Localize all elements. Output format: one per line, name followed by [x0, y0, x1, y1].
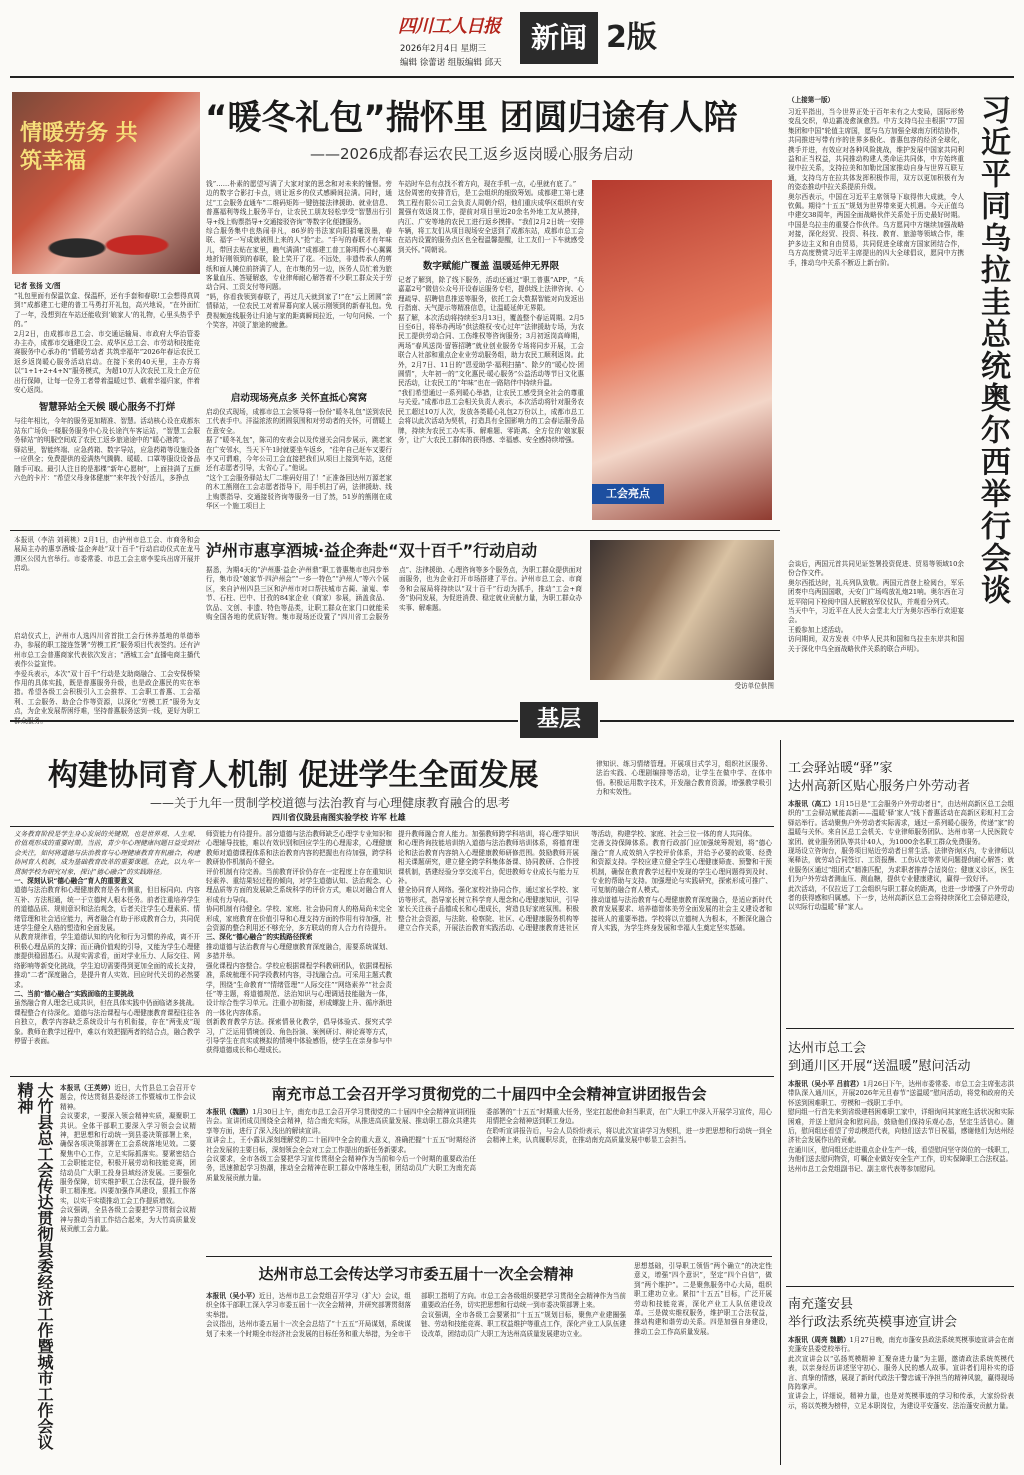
lead-title: “暖冬礼包”揣怀里 团圆归途有人陪 — [205, 98, 738, 138]
tongchuan-text: 1月26日下午，达州市委常委、市总工会主席张志洪带队深入通川区，开展2026年元旦春节“送温暖”慰问活动，将党和政府的关怀送到困难职工、劳模和一线职工手中。 慰问组一行首先来到省级建档困难职工家中，详细询问其家庭生活状况和实际困难，并送上慰问金和慰问品，鼓励他们保持乐观心态，坚定生活信心。随后，慰问组还看望了劳动模范代表，向他们送去节日祝福，感谢他们为达州经济社会发展作出的贡献。 在通川区，慰问组还走进重点企业生产一线，看望慰问坚守岗位的一线职工，为他们送去慰问物资，叮嘱企业做好安全生产工作，切实保障职工合法权益。 达州市总工会党组副书记、副主席代表等参加慰问。 — [788, 1080, 1014, 1173]
dazhu-text: 近日，大竹县总工会召开专题会，传达贯彻县委经济工作暨城市工作会议精神。 会议要求，一要深入领会精神实质，凝聚职工共识。全体干部职工要深入学习领会会议精神，把思想和行动统一到县委决策部署上来，确保各项决策部署在工会系统落地见效。二要聚焦中心工作，立足实际抓落实。要紧密结合工会职能定位，积极开展劳动和技能竞赛，团结动员广大职工投身县域经济发展。三要强化服务保障，切实维护职工合法权益，提升服务职工精准度。四要加强作风建设，狠抓工作落实，以实干实绩推动工会工作提质增效。 会议强调，全县各级工会要把学习贯彻会议精神与推动当前工作结合起来，为大竹高质量发展贡献工会力量。 — [60, 1084, 197, 1234]
yizhan-text: 1月15日是“工会服务户外劳动者日”，由达州高新区总工会组织的“工会驿站赋能高新——温暖‘驿’家人”线下普惠活动在高新区彩虹村工会驿站举行。活动聚焦户外劳动者实际需求，通过一系列暖心服务，传递“家”的温暖与关怀。来自区总工会机关、专业律师服务团队、达州市第一人民医院专家团、就业服务团队等共计40人，为1000余名职工群众免费服务。 现场设立咨询台，服务项目贴近劳动者日常生活。法律咨询区内，专业律师以案释法，就劳动合同签订、工资报酬、工伤认定等常见问题提供耐心解答；就业服务区通过“组团式”精准匹配，为求职者推荐合适岗位；健康义诊区，医生们为户外劳动者测血压、测血糖，提供专业健康建议，赢得一致好评。 此次活动，不仅拉近了工会组织与职工群众的距离，也进一步增强了户外劳动者的获得感和归属感。下一步，达州高新区总工会将持续深化工会驿站建设，以实际行动温暖“驿”家人。 — [788, 800, 1015, 912]
jiceng-c1: 道德与法治教育和心理健康教育是各有侧重，但目标同向、内容互补、方法相通，统一于立德树人根本任务。前者注重培养学生的道德品质、规则意识和法治观念，后者关注学生心理素质、情绪管理和社会适应能力，两者融合有助于形成教育合力，共同促进学生健全人格的塑造和全面发展。 从教育规律看，学生道德认知的内化和行为习惯的养成，离不开积极心理品质的支撑；而正确价值观的引导，又能为学生心理健康提供稳固基石。从现实需求看，面对学业压力、人际交往、网络影响等新变化挑战，学生迫切需要得到更加全面的成长支持，推动“二者”深度融合，是提升育人实效、回应时代关切的必然要求。 — [14, 886, 200, 989]
lead-col3 — [398, 180, 584, 524]
lead-col1-subhead: 智慧驿站全天候 暖心服务不打烊 — [38, 402, 176, 414]
luzhou-body-a: 启动仪式上，泸州市人选四川省首批工会行休养基地的单德举办，参展的职工接连签署“劳模工匠”服务项目代表签约。还有泸州市总工会普惠商家代表依次发言；“酒城工会”直播电商主播代表作公益宣传。 李爱兵表示，本次“双十百千”行动是支助商融合、工会安保桥梁作用的具体实践，既是普惠服务升级，也是政企惠民的实在举措。希望各级工会积极引入工会推荐、工会职工普惠、工会福利、工会服务、助企合作等资源，以深化“劳模工匠”服务为支点，为企业发展帮困纾难，坚持普惠服务送到一线，更好为职工 — [14, 632, 200, 716]
peng-text: 1月27日晚，南充市蓬安县政法系统英模事迹宣讲会在南充蓬安县委党校举行。 此次宣讲会以“弘扬英模精神 汇聚奋进力量”为主题，邀请政法系统英模代表，以亲身经历讲述坚守初心、服务人民的感人故事。宣讲者们用朴实的语言、真挚的情感，展现了新时代政法干警忠诚干净担当的精神风貌，赢得现场阵阵掌声。 宣讲会上，详细说，精神力量，也是对英模事迹的学习和传承，大家纷纷表示，将以英模为榜样，立足本职岗位，为建设平安蓬安、法治蓬安贡献力量。 — [788, 1336, 1014, 1410]
sidebar-rule-2 — [786, 1286, 1014, 1287]
lead-col2 — [206, 180, 392, 524]
dachuan-byline: 本报讯（吴小平） — [206, 1292, 259, 1300]
sidebar-rule-1 — [786, 1028, 1014, 1029]
jiceng-rule-2 — [10, 826, 774, 827]
nanchong-body-b: 委部署的“十五五”时期重大任务，坚定扛起使命担当职责，在广大职工中深入开展学习宣传，用心用情把全会精神送到职工身边。 在聆听宣讲报告后，与会人员纷纷表示，将以此次宣讲学习为契机，进一步把思想和行动统一到全会精神上来，认真履职尽责，在推动南充高质量发展中彰显工会担当。 — [486, 1108, 772, 1145]
lead-photo-2 — [592, 180, 772, 520]
jiceng-title: 构建协同育人机制 促进学生全面发展 — [48, 758, 539, 793]
jiceng-col2 — [206, 830, 392, 1070]
dazhu-title: 大竹县总工会传达贯彻县委经济工作暨城市工作会议精神 — [15, 1082, 54, 1450]
lead-col2-subhead: 启动现场亮点多 关怀直抵心窝窝 — [230, 393, 368, 404]
jiceng-sec1: 一、深刻认识“德心融合”育人的重要意义 — [14, 877, 134, 886]
yizhan-title: 工会驿站暖“驿”家 达州高新区贴心服务户外劳动者 — [788, 761, 971, 794]
luzhou-body-b: 据悉，为期4天的“泸州惠·益企·泸州鼎”职工普惠集市也同步举行，集市设“娘家节·四泸州会”“一乡一特色”“泸州人”等六个展区，来自泸州四县三区和泸州市对口帮扶城市古蔺、渝嵬、奉节、石柱、巴中、甘孜的84家企业（商家）参展，涵盖食品、饮品、文创、非遗、特色等品类，让职工群众在家门口就能采购全国各地的优质好物。集市现场还设置了“四川省工会服务点”、法律援助、心理咨询等多个服务点，为职工群众提供面对面服务，也为企业打开市场搭建了平台。泸州市总工会、市商务和会展局将持续以“双十百千”行动为抓手，推动“工会+商务”协同发展，为促进消费、稳定就业贡献力量，为职工群众办实事、解难题。 — [206, 566, 582, 622]
nanchong-byline: 本报讯（魏鹏） — [206, 1108, 253, 1116]
xinhua-title: 习近平同乌拉圭总统奥尔西举行会谈 — [975, 94, 1010, 606]
lead-col1 — [14, 292, 200, 524]
section-badge: 新闻 — [520, 12, 598, 64]
peng-body — [788, 1336, 1014, 1466]
luzhou-byline: 本报讯（李洁 刘莉桃）2月1日，由泸州市总工会、市商务和会展局主办的惠享酒城·益企奔赴“双十百千”行动启动仪式在龙马潭区公园九官举行。市委常委、市总工会主席李雯兵出席开展并启动。 — [14, 536, 200, 573]
lead-byline: 记者 张扬 文/图 — [14, 282, 61, 290]
yizhan-body — [788, 800, 1014, 1040]
xinhua-story — [786, 92, 1016, 692]
issue-date: 2026年2月4日 星期三 — [400, 44, 487, 54]
jiceng-rule-left — [10, 720, 518, 722]
jiceng-rule-right — [600, 720, 1014, 722]
jiceng-col3: 提升教师融合育人能力。加强教师跨学科培训，将心理学知识和心理咨询技能培训纳入道德与法治教师培训体系，将德育理论和法治教育内容纳入心理健康教师研修范围。鼓励教师开展相关课题研究，建立健全跨学科集体备课、协同教研、合作授课机制，搭建经验分享交流平台，促进教师专业成长与能力互补。 健全协同育人网络。强化家校社协同合作，通过家长学校、家访等形式，指导家长树立科学育人理念和心理健康知识，引导家长关注孩子品德成长和心理成长，营造良好家庭氛围。积极整合社会资源，与法院、检察院、社区、心理健康服务机构等建立合作关系，开展法治教育实践活动、心理健康教育进社区等活动，构建学校、家庭、社会三位一体的育人共同体。 完善支持保障体系。教育行政部门应加强统筹规划，将“德心融合”育人成效纳入学校评价体系，并给予必要的政策、经费和资源支持。学校应建立健全学生心理健康筛查、预警和干预机制，确保在教育教学过程中发现的学生心理问题得到及时、专业的帮助与支持。加强理论与实践研究，探索形成可推广、可复制的融合育人模式。 推动道德与法治教育与心理健康教育深度融合，是适应新时代教育发展要求、培养德智体美劳全面发展的社会主义建设者和接班人的重要举措。学校将以立德树人为根本，不断深化融合育人实践，为学生终身发展和幸福人生奠定坚实基础。 — [398, 830, 772, 933]
lead-col2-text-b: 启动仪式现场，成都市总工会领导将一份份“暖冬礼包”送到农民工代表手中。洋溢浓浓的团圆氛围和对劳动者的关怀，可谓暖上在意安全。 据了“暖冬礼包”，陈司的安表会以及传递关会同步展示，跳老家在广安邻水，当天下午1时就要坐车返乡，“往年自己赶车又要行李又可谓难，今年公司工会直接把我们从项目上接到车站，这便还有志愿者引导，太省心了。”他说。 “这个工会服务驿站太厂二维码好用了！”正准备回达州万源老家的木工熊刚在工会志愿者指导下，用手机扫了码，法律援助、线上购票指导、交通接驳咨询等服务一目了然，51岁的熊刚在成华区一个施工项目上 — [206, 408, 392, 511]
luzhou-top-rule — [10, 530, 780, 531]
luzhou-photo-caption: 受访单位供图 — [734, 682, 774, 690]
masthead — [0, 0, 1024, 88]
lead-photo — [12, 92, 200, 274]
peng-title: 南充蓬安县 举行政法系统英模事迹宣讲会 — [788, 1297, 958, 1330]
lead-subtitle: ——2026成都春运农民工返乡返岗暖心服务启动 — [310, 145, 634, 163]
lead-stamp: 工会亮点 — [592, 484, 664, 504]
jiceng-badge: 基层 — [520, 702, 598, 738]
nanchong-title: 南充市总工会召开学习贯彻党的二十届四中全会精神宣讲团报告会 — [271, 1085, 707, 1103]
xinhua-body: 习近平指出，当今世界正处于百年未有之大变局，国际形势变乱交织，单边霸凌愈演愈烈。中方支持乌拉圭根据“77国集团和中国”轮值主席国，愿与乌方加强全球南方团结协作，共同推进写带有序的世界多极化、普惠包容的经济全球化，携手并进，有效应对各种风险挑战，维护发展中国家共同利益和正当权益，共同推动构建人类命运共同体，中方始终重视中拉关系，支持拉美和加勒比国家推动自身与世界互联互通，支持乌方在拉共体发挥积极作用，双方以更加积极有为的姿态推动中拉关系提质升级。 奥尔西表示，中国在习近平主席领导下取得伟大成就，令人钦佩。期待“十五五”规划为世界带来更大机遇。今天正值乌中建交38周年，两国全面战略伙伴关系处于历史最好时期。中国是乌拉圭的重要合作伙伴。乌方愿同中方继续加强战略对接，深化经贸、投资、科技、教育、旅游等领域合作，维护多边主义和自由贸易，共同促进全球南方国家团结合作，乌方高度赞赏习近平主席提出的四大全球倡议，愿同中方携手，推动乌中关系不断迈上新台阶。 — [788, 108, 964, 267]
jiceng-col1 — [14, 830, 200, 1070]
page-number: 2版 — [606, 20, 657, 55]
dachuan-rule — [206, 1256, 772, 1257]
dachuan-body — [206, 1292, 626, 1464]
peng-byline: 本报讯（周亮 魏鹏） — [788, 1336, 850, 1344]
yizhan-byline: 本报讯（高工） — [788, 800, 835, 808]
tongchuan-title: 达州市总工会 到通川区开展“送温暖”慰问活动 — [788, 1041, 971, 1074]
xinhua-body-2: 会谈后，两国元首共同见证签署投资促进、贸易等领域10余份合作文件。 奥尔西抵达时，礼兵列队致敬。两国元首登上检阅台，军乐团奏中乌两国国歌，天安门广场鸣放礼炮21响。奥尔西在习近平陪同下检阅中国人民解放军仪仗队，并观看分列式。 当天中午，习近平在人民大会堂北大厅为奥尔西举行欢迎宴会。 王毅参加上述活动。 访问期间，双方发表《中华人民共和国和乌拉圭东岸共和国关于深化中乌全面战略伙伴关系的联合声明》。 — [788, 560, 964, 653]
lead-photo-people — [32, 212, 182, 272]
jiceng-c2b: 推动道德与法治教育与心理健康教育深度融合，需要系统谋划、多措并举。 强化课程内容整合。学校应根据课程学科教研团队，依据课程标准，系统梳理不同学段教材内容，寻找融合点。可采用主题式教学，围绕“生命教育”“情绪管理”“人际交往”“网络素养”“社会责任”等主题，将道德规范、法治知识与心理调适技能融为一体，设计综合性学习单元。注重小初衔接，形成螺旋上升、循序渐进的一体化内容体系。 创新教育教学方法。探索情景化教学，倡导体验式、探究式学习，广泛运用情境创设、角色扮演、案例研讨、辩论赛等方式，引导学生在真实或模拟的情境中体验感悟，使学生在亲身参与中获得道德成长和心理成长。 — [206, 942, 392, 1055]
nanchong-body — [206, 1108, 476, 1258]
luzhou-title: 泸州市惠享酒城·益企奔赴“双十百千”行动启动 — [206, 541, 538, 560]
masthead-rule — [10, 76, 1014, 78]
nanchong-text: 1月30日上午，南充市总工会召开学习贯彻党的二十届四中全会精神宣讲团报告会。宣讲团成员围绕全会精神，结合南充实际，从推进高质量发展、推动职工群众共建共享等方面，进行了深入浅出的解读宣讲。 宣讲会上，王小露认深刻理解党的二十届四中全会的重大意义，准确把握“十五五”时期经济社会发展的主要目标，深刻领会全会对工会工作提出的新任务新要求。 会议要求，全市各级工会要把学习宣传贯彻全会精神作为当前和今后一个时期的重要政治任务，迅速掀起学习热潮，推动全会精神在职工群众中落地生根，团结动员广大职工为南充高质量发展贡献力量。 — [206, 1108, 476, 1182]
jiceng-c2: 师资能力有待提升。部分道德与法治教师缺乏心理学专业知识和心理辅导技能，难以有效识别和回应学生的心理需求，心理健康教师对道德课程体系和法治教育内容的把握也有待加强，跨学科教研协作机制尚不健全。 评价机制有待完善。当前教育评价仍存在一定程度上存在重知识轻素养、重结果轻过程的倾向，对学生道德认知、法治观念、心理品质等方面的发展缺乏系统科学的评价方式，难以对融合育人形成有力导向。 协同机制有待健全。学校、家庭、社会协同育人的格局尚未完全形成，家庭教育在价值引导和心理支持方面的作用有待加强，社会资源的整合利用还不够充分，多方联动的育人合力有待提升。 — [206, 830, 392, 933]
jiceng-sec2: 二、当前“德心融合”实践面临的主要挑战 — [14, 989, 134, 998]
jiceng-author: 四川省仪陇县南图实验学校 许军 杜雄 — [272, 813, 406, 822]
dazhu-body — [60, 1084, 196, 1464]
lead-col3-text-a: 车站时车总有点找不着方向，现在手机一点，心里就有底了。” 这份周密的安排背后，是工会组织的细致筹划。成都建工第七建筑工程有限公司工会负责人周朝介绍，他们重庆成华区组织有安置强有效返岗工作，提前对项目里近20余名外地工友从摸排，内江、广安等地的农民工进行返乡摸排。“我们2月2日统一安排车辆，将工友们从项目现场安全送到了成都东站，成都市总工会在站内设置的服务点区也全程温馨提醒，让工友们一下车就感受到关怀。”周朝说。 — [398, 180, 584, 254]
jiceng-sec3: 三、深化“德心融合”的实践路径探索 — [206, 933, 313, 942]
tongchuan-body — [788, 1080, 1014, 1280]
dachuan-body-b: 思想基础，引导职工领悟“两个确立”的决定性意义，增强“四个意识”，坚定“四个自信”，做到“两个维护”。二是聚焦服务中心大局，组织职工建功立业。紧扣“十五五”目标，广泛开展劳动和技能竞赛，深化产业工人队伍建设改革。三是做实维权服务，维护职工合法权益，推动构建和谐劳动关系。四是加强自身建设，推动工会工作高质量发展。 — [634, 1262, 772, 1336]
luzhou-photo — [590, 540, 774, 680]
sidebar-divider — [780, 740, 781, 1465]
page-editors: 编辑 徐蕾诺 组版编辑 邱天 — [400, 58, 502, 68]
dazhu-byline: 本报讯（王英婷） — [60, 1084, 115, 1092]
lead-col2-text-a: 钱”……朴素的愿望写满了大家对家的思念和对未来的憧憬。旁边的数字合影打卡点，则让返乡的仪式感瞬间拉满。同时，通过“工会服务直通车”二维码矩阵一键链接法律援助、就业信息、普惠福利等线上服务平台，让农民工朋友轻松享受“智慧出行引导+线上购票指导+交通接驳咨询”等数字化便捷服务。 综合服务集中也热闹非凡，86岁的书法家向阳捐毫泼墨，春联、福字一写成就被围上来的人“抢”走。“手写的春联才有年味儿，带回去贴在家里，瞧气满满!”成都建工普工陈明辉小心翼翼地折好刚领到的春联，脸上笑开了花。不远处，非遗传承人的剪纸和面人摊位前挤满了人，在市集的另一边，医务人员忙着为旅客量血压、答疑解惑，专业律师耐心解答着不少职工群众关于劳动合同、工资支付等问题。 “妈，你看我领到春联了，再过几天就到家了!”在“云上团圆”亲情驿站，一位农民工对着屏幕向家人展示刚领到的新春礼包。免费视频连线服务让归途与家的距离瞬间拉近，一句句问候、一个个笑容，冲淡了旅途的疲惫。 — [206, 180, 392, 330]
dachuan-title: 达州市总工会传达学习市委五届十一次全会精神 — [258, 1265, 574, 1283]
jiceng-subtitle: ——关于九年一贯制学校道德与法治教育与心理健康教育融合的思考 — [150, 796, 511, 810]
jiceng-c1b: 虽然融合育人理念已成共识，但在具体实践中仍面临诸多挑战。 课程整合有待深化。道德与法治课程与心理健康教育课程往往各自独立，教学内容缺乏系统设计与有机衔接，存在“两张皮”现象。教师在教学过程中，难以有效把握两者的结合点，融合教学停留于表面。 — [14, 999, 200, 1045]
lead-col3-subhead: 数字赋能广覆盖 温暖延伸无界限 — [422, 261, 560, 272]
lead-photo-banner: 情暖劳务 共筑幸福 — [20, 121, 138, 174]
jiceng-intro: 义务教育阶段是学生身心发展的关键期，也是世界观、人生观、价值观形成的重要时期。当前，青少年心理健康问题日益受到社会关注，如何将道德与法治教育与心理健康教育有机融合，构建协同育人机制，成为基础教育改革的重要课题。在此，以九年一贯制学校为研究对象，探讨“德心融合”的实践路径。 — [14, 830, 200, 876]
lead-col3-text-b: 记者了解到，除了线下服务，活动还通过“职工普惠”APP，“兵嘉嘉2号”微信公众号开设春运服务专栏，提供线上法律咨询、心理疏导、招聘信息推送等服务，依托工会大数据智能对向发返出行指南、天气提示等精准信息，让温暖延伸无界限。 据了解，本次活动将持续至3月13日，覆盖整个春运周期。2月5日至6日，将举办两场“供法维权·安心过年”法律援助专场，为农民工提供劳动合同、工伤维权等咨询服务；3月初返岗高峰期，两场“春风送岗·留蓉招聘”就业创业服务专场将同步开展，工会联合人社部和重点企业业劳动服务组，助力农民工顺利返岗。此外，2月7日、11日的“恩爱助学·福利扫描”、除夕的“暖心饺·团圆情”，大年初一的“文化惠民·暖心服务”公益活动等节日文化惠民活动，让农民工的“年味”也在一路陪伴中持续升温。 “我们希望通过一系列暖心举措，让农民工感受到全社会的尊重与关爱。”成都市总工会相关负责人表示，本次活动将针对服务农民工超过10万人次，发放各类暖心礼包2万份以上，成都市总工会将以此次活动为契机，打造具有全国影响力的工会春运服务品牌，持续为农民工办实事、解难题、零距离、全方位的‘娘家服务’，让广大农民工群体的获得感、幸福感、安全感持续增强。 — [398, 276, 584, 444]
dachuan-text: 近日，达州市总工会党组召开学习（扩大）会议，组织全体干部职工深入学习市委五届十一次全会精神，并研究部署贯彻落实举措。 会议指出，达州市委五届十一次全会总结了“十五五”开局谋划，系统谋划了未来一个时期全市经济社会发展的目标任务和重大举措，为全市干部职工指明了方向。市总工会各级组织要把学习贯彻全会精神作为当前重要政治任务，切实把思想和行动统一到市委决策部署上来。 会议强调，全市各级工会要紧扣“十五五”规划目标，聚焦产业建圈强链、劳动和技能竞赛、职工权益维护等重点工作，深化产业工人队伍建设改革，团结动员广大职工为达州高质量发展建功立业。 — [206, 1292, 626, 1338]
jiceng-col4-top: 律知识、练习情绪管理。开展项目式学习，组织社区服务、法治实践、心理剧编排等活动，让学生在做中学、在体中悟。积极运用数字技术，开发融合教育资源，增强教学吸引力和实效性。 — [596, 760, 772, 797]
lead-col1-text-b: 与往年相比，今年的服务更加精准、智慧。活动核心设在成都东站东广场负一楼服务服务中心及长途汽车客运站，“智慧工会服务驿站”的明服空间成了农民工返乡旅途途中的“暖心港湾”。 驿站里，智能终端、应急药箱、数字导站，应急药箱等设施设备一应俱全；免费提供的爱满热气腾腾、暖暖、口罩等服设设备品随手可取。最引人注目的是那棵“新年心愿树”，上面挂满了五颜六色的卡片：“希望父母身体健康”“来年找个好活儿，多挣点 — [14, 417, 200, 482]
newspaper-logo: 四川工人日报 — [398, 16, 500, 37]
bottom-rule — [10, 1076, 774, 1077]
xinhua-kicker: （上接第一版） — [788, 96, 835, 104]
tongchuan-byline: 本报讯（吴小平 吕前君） — [788, 1080, 863, 1088]
lead-col1-text-a: “礼包里面有保温饮盒、保温杯，还有手套和春联!工会想得真周到!”成都建工七建的普工马勇打开礼包，高兴地说，“在外面忙了一年，没想到在车站还能收到‘娘家人’的礼物，心里头热乎乎的。” 2月2日，由成都市总工会、市交通运输局、市政府大华治管委办主办，成都市交通建设工会、成华区总工会、市劳动和技能竞赛服务中心承办的“情暖劳动者 共筑幸福年”2026年春运农民工返乡返岗暖心服务活动启动。在接下来的40天里，主办方将以“1+1+2+4+N”服务模式，为超10万人次农民工及土企方位出行保障，让每一位务工者带着温暖过节、载着幸福归家，伴着安心返岗。 — [14, 292, 200, 395]
